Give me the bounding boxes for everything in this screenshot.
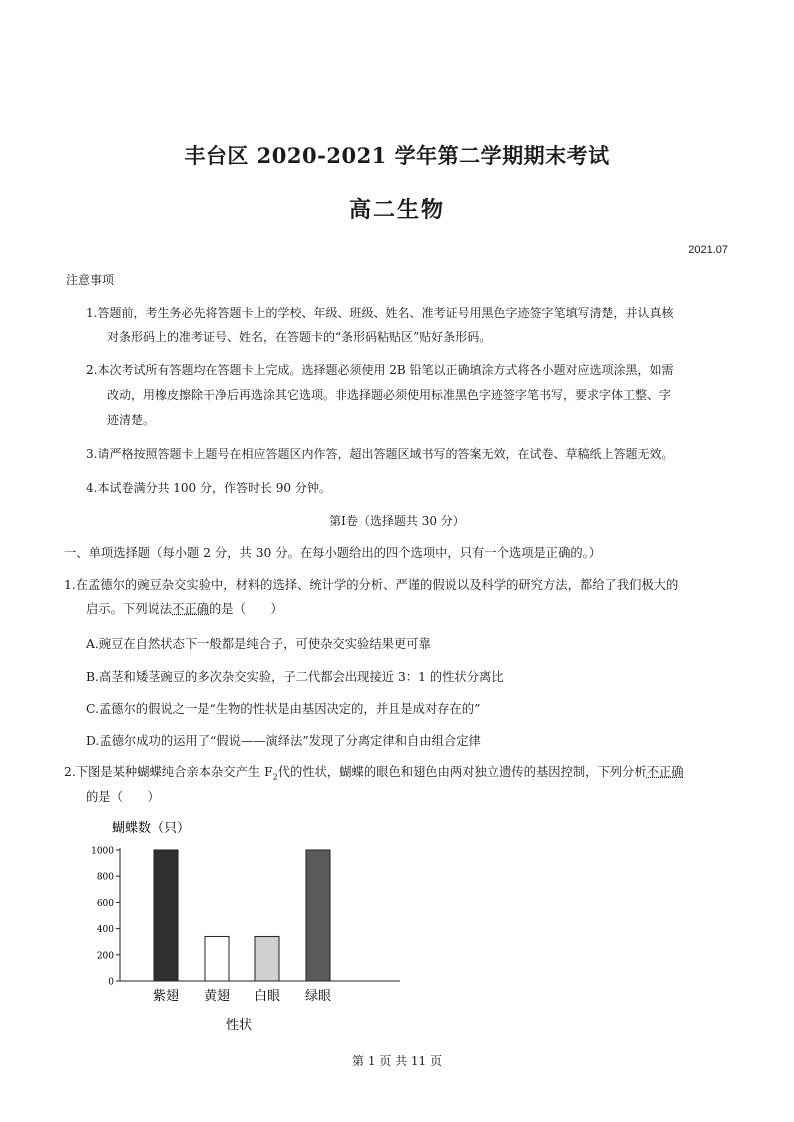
q2-stem-part-b: 代的性状，蝴蝶的眼色和翅色由两对独立遗传的基因控制，下列分析 (277, 765, 647, 779)
notice-item-1-line-2: 对条形码上的准考证号、姓名，在答题卡的“条形码粘贴区”贴好条形码。 (107, 330, 492, 344)
notice-item-4: 4.本试卷满分共 100 分，作答时长 90 分钟。 (86, 481, 331, 495)
bar-3 (255, 936, 279, 981)
notice-item-2-line-2: 改动，用橡皮擦除干净后再选涂其它选项。非选择题必须使用标准黑色字迹签字笔书写，要求字体工整、字 (107, 388, 672, 402)
q2-stem-part-a: 2.下图是某种蝴蝶纯合亲本杂交产生 F (64, 765, 273, 779)
y-tick-label: 200 (96, 951, 114, 962)
notice-item-2-line-3: 迹清楚。 (107, 413, 156, 427)
x-tick-label: 绿眼 (304, 989, 332, 1004)
exam-date: 2021.07 (688, 244, 728, 256)
y-tick-label: 600 (96, 898, 114, 909)
q2-emphasis: 不正确 (646, 765, 684, 779)
exam-title: 丰台区 2020-2021 学年第二学期期末考试 (184, 143, 610, 168)
bar-2 (205, 936, 229, 981)
q1-stem-line-2 (86, 601, 283, 617)
q1-emphasis: 不正确 (172, 602, 209, 616)
q2-stem-line-2: 的是（ ） (86, 790, 160, 804)
page-footer: 第 1 页 共 11 页 (352, 1054, 442, 1068)
notice-item-2-line-1: 2.本次考试所有答题均在答题卡上完成。选择题必须使用 2B 铅笔以正确填涂方式将各小题对应选项涂黑，如需 (86, 363, 674, 377)
chart-x-label: 性状 (226, 1018, 253, 1033)
x-tick-label: 白眼 (253, 989, 281, 1004)
part-title: 一、单项选择题（每小题 2 分，共 30 分。在每小题给出的四个选项中，只有一个选项是正确的。） (64, 546, 602, 560)
q2-subscript: 2 (272, 772, 278, 782)
notice-item-3: 3.请严格按照答题卡上题号在相应答题区内作答，超出答题区域书写的答案无效，在试卷、草稿纸上答题无效。 (86, 447, 674, 461)
q1-option-c: C.孟德尔的假说之一是“生物的性状是由基因决定的，并且是成对存在的” (86, 702, 481, 716)
q1-stem-part: 启示。下列说法 (86, 602, 173, 616)
subject-title: 高二生物 (348, 197, 445, 223)
q1-option-b: B.高茎和矮茎豌豆的多次杂交实验，子二代都会出现接近 3：1 的性状分离比 (86, 670, 504, 684)
y-tick-label: 800 (96, 872, 114, 883)
butterfly-bar-chart (80, 815, 410, 1040)
bar-1 (154, 850, 178, 981)
q1-option-a: A.豌豆在自然状态下一般都是纯合子，可使杂交实验结果更可靠 (86, 637, 431, 651)
notice-heading: 注意事项 (66, 273, 115, 287)
x-tick-label: 黄翅 (203, 989, 231, 1004)
chart-y-label: 蝴蝶数（只） (112, 821, 191, 836)
y-tick-label: 1000 (91, 846, 114, 857)
notice-item-1-line-1: 1.答题前，考生务必先将答题卡上的学校、年级、班级、姓名、准考证号用黑色字迹签字笔填写清楚，并认真核 (86, 306, 674, 320)
q1-stem-end: 的是（ ） (209, 602, 283, 616)
y-tick-label: 400 (96, 925, 114, 936)
bar-4 (306, 850, 330, 981)
x-tick-label: 紫翅 (152, 989, 180, 1004)
q1-stem-line-1: 1.在孟德尔的豌豆杂交实验中，材料的选择、统计学的分析、严谨的假说以及科学的研究方法，都给了我们极大的 (64, 578, 679, 592)
y-tick-label: 0 (108, 977, 114, 988)
q1-option-d: D.孟德尔成功的运用了“假说——演绎法”发现了分离定律和自由组合定律 (86, 734, 481, 748)
volume-title: 第Ⅰ卷（选择题共 30 分） (329, 514, 465, 528)
q2-stem-line-1 (64, 764, 684, 785)
